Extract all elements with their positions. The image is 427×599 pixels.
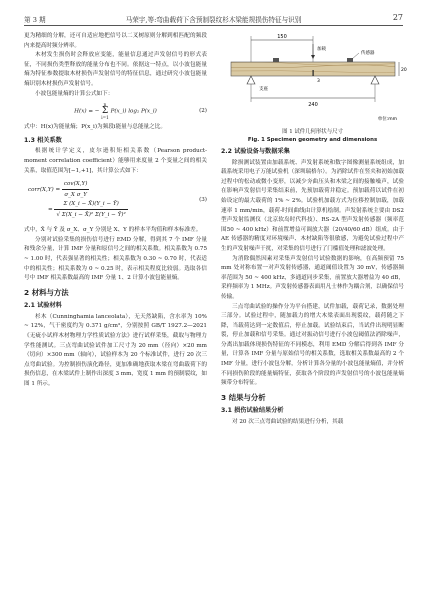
sensor-right <box>347 58 353 62</box>
figure-caption-en: Fig. 1 Specimen geometry and dimensions <box>247 137 378 143</box>
eq3-fraction-2: $\frac{\Sigma (X\_i - X̄)(Y\_i - Ȳ)}{\text{√ Σ(X\_i − X̄)² Σ(Y\_i − Ȳ)²}}$ <box>56 201 126 219</box>
support-label: 支座 <box>259 87 268 92</box>
page-header <box>24 10 403 26</box>
support-right <box>371 76 379 84</box>
dim-label-240: 240 <box>308 102 318 108</box>
figure-caption <box>221 128 404 144</box>
section-heading: 2.2 试验设备与数据采集 <box>221 148 290 155</box>
sensor-left <box>273 58 279 62</box>
eq2-rhs: P(x_i) log₂ P(x_i) <box>110 108 157 115</box>
paragraph: 为消除偶然因素对采集声发射信号试验数据的影响，在高频预留 75 mm 处对称布置一对声发射传感器，通道阈值设置为 30 mV，传感器频率范围为 50 ~ 400 kHz，多通道同步采集，前置放大器增益为 40 dB，采样频率为 1 MHz。声发射传感器表面用凡士林作为耦合剂，以确保信号传输。 <box>221 255 404 300</box>
paragraph: 除损测试装置由加载系统、声发射系统和数字图像测量系统组成，加载系统采用电子万能试验机（深圳瑞格尔）。为消除试件在竖夹和初始加载过程中的松动或微小变形，以减少夯曲压头和木梁之间的接触噪声，试验在影响声发射信号采集结束前，先预加载荷并稳定。预加载荷以试件在初始设定的最大载荷的 1% ~ 2%。试验机加载方式为位移控制加载，加载速率 1 mm/min，载荷-时间曲线由计算机绘制。声发射系统主要由 DS2 型声发射监测仪（北京软岛时代科技）、RS-2A 型声发射传感器（频率范围50 ~ 400 kHz）和前置增益可调放大器（20/40/60 dB）组成。由于 AE 传感器的精度对环境噪声、木材缺陷等很敏感，为避免试验过程中产生的声发射噪声干扰，对采集的信号进行了门槛值处理和滤波处理。 <box>221 159 404 252</box>
section-heading: 1.3 相关系数 <box>24 136 62 144</box>
section-heading: 2 材料与方法 <box>24 287 69 297</box>
paragraph: 式中：H(x)为能量熵；P(x_i)为频段i能量与总能量之比。 <box>24 124 166 131</box>
support-left <box>247 76 255 84</box>
equation-number: (3) <box>199 197 207 204</box>
page-number: 27 <box>392 13 403 22</box>
load-label: 加载 <box>317 47 326 52</box>
paragraph: 三点弯曲试验的操作分为平台搭建，试件加载，载荷记录，数据处理三部分。试验过程中，随加载力的增大木梁表面出现裂纹，载荷随之下降，当载荷达到一定数值后，停止加载。试验结束后，当试件出现明显断裂，停止加载和信号采集。通过对振动信号进行小波包阈值法消除噪声，分离出加载体现损伤特征的不同模态，利用 EMD 分解后得到各 IMF 分量，计算各 IMF 分量与原始信号的相关系数，选取相关系数最高的 2 个 IMF 分量，进行小波包分解，分析计算各分量的小波包能量熵值，并分析不同损伤阶段的能量熵特征，获取各个阶段的声发射信号的小波包能量熵频带分布特征。 <box>221 303 404 387</box>
paragraph: 小波包能量熵的计算公式如下： <box>35 90 114 97</box>
load-arrow-head <box>311 55 315 59</box>
sensor-label: 传感器 <box>361 51 375 56</box>
paragraph: 分别对试验采集的损伤信号进行 EMD 分解，得到其 7 个 IMF 分量和残余分量，计算 IMF 分量和原信号之间的相关系数。相关系数为 0.75 ~ 1.00 时，代表强显著的相关性；相关系数为 0.30 ~ 0.70 时，代表适中的相关性；相关系数为 0 ~ 0.25 时，表示相关程度比较弱。选取各信号中 IMF 相关系数最高的 IMF 分量 1、2 计算小波包能量熵。 <box>24 236 207 282</box>
equation-2 <box>24 102 207 120</box>
dim-label-20: 20 <box>401 68 407 73</box>
sum-symbol: Σ <box>101 106 109 117</box>
issue-number: 第 3 期 <box>24 16 46 24</box>
section-heading: 3.1 损伤试验结果分析 <box>221 407 284 415</box>
pre-crack <box>313 70 314 76</box>
paragraph: 根据统计学定义，皮尔逊积矩相关系数（Pearson product-moment correlation coefficient）能够用来度量 2 个变量之间的相关关系，取值范围为[−1,+1]，其计算公式如下： <box>24 148 207 174</box>
left-column <box>24 32 207 390</box>
eq3-lhs: corr(X,Y) = <box>28 187 61 194</box>
specimen-diagram <box>221 32 407 126</box>
eq3-fraction-1: $\frac{\text{cov(X,Y)}}{\text{σ\_X σ\_Y}}$ <box>63 181 88 199</box>
paragraph: 式中，X̄ 与 Ȳ 及 σ_X、σ_Y 分别是 X、Y 的样本平均值和样本标准差。 <box>24 227 202 234</box>
paragraph: 杉木（Cunninghamia lanceolata），无天然缺陷，含水率为 10% ~ 12%，气干密度约为 0.371 g/cm³，分别按照 GB/T 1927.2—2021《无疵小试样木材物理力学性质试验方法》进行试样采集，截取与物理力学性能测试。三点弯曲试验试件加工尺寸为 20 mm（径向）×20 mm（切向）×300 mm（轴向），试验样本为 20 个标准试件，进行 20 次三点弯曲试验。为控制损伤演化路径，更加准确地获取木梁在弯曲载荷下的损伤信息，在木梁试件上制作出深度 3 mm，宽度 1 mm 的预制裂纹，如图 1 所示。 <box>24 313 207 388</box>
right-column <box>221 32 407 428</box>
paragraph: 对 20 次三点弯曲试验的结果进行分析，其载 <box>232 419 344 426</box>
dim-label-crack: 3 <box>317 79 320 84</box>
eq2-lhs: H(x) = − <box>74 108 100 115</box>
section-heading: 2.1 试验材料 <box>24 302 62 310</box>
equation-3 <box>24 179 207 223</box>
dim-label-150: 150 <box>277 34 287 40</box>
figure-1 <box>221 32 407 126</box>
figure-caption-cn: 图 1 试件几何形状与尺寸 <box>282 129 343 135</box>
sum-upper: n <box>103 102 107 108</box>
running-title: 马荣宇,等:弯曲载荷下含预制裂纹杉木梁能规损伤特征与识别 <box>125 16 302 24</box>
eq3-equals: = <box>48 207 53 214</box>
paragraph: 木材发生损伤时会释放应变能，能量信息通过声发射信号的形式表征，不同损伤类型释放的能量分布也不同。依据这一特点，以小波包能量熵为特征参数提取木材损伤声发射信号的特征信息，通过研究小波包能量熵识别木材损伤声发射信号。 <box>24 52 207 87</box>
section-heading: 3 结果与分析 <box>221 392 266 402</box>
paragraph: 更为精细的分解，还可自适应地把信号以二叉树原则分解到相匹配的频段内来提高时频分辨率。 <box>24 33 207 49</box>
sum-lower: i=1 <box>101 115 109 121</box>
unit-label: 单位:mm <box>377 117 397 122</box>
sensor-leader <box>352 53 359 59</box>
equation-number: (2) <box>199 108 207 115</box>
